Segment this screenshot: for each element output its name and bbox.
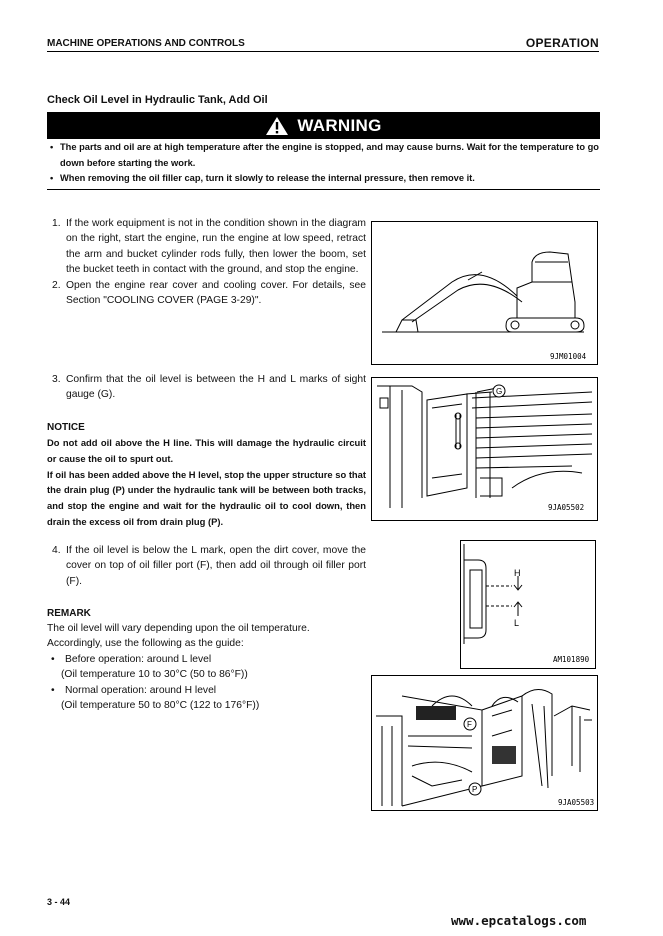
section-heading: MACHINE OPERATIONS AND CONTROLS	[47, 38, 245, 49]
remark-item-detail: (Oil temperature 50 to 80°C (122 to 176°F))	[61, 700, 260, 712]
warning-item-text: When removing the oil filler cap, turn it slowly to release the internal pressure, then remove it.	[60, 173, 475, 183]
sight-gauge-figure-code: 9JA05502	[548, 503, 585, 512]
step-text: Confirm that the oil level is between the H and L marks of sight gauge (G).	[66, 374, 366, 401]
warning-triangle-icon	[265, 116, 289, 136]
filler-port-figure-code: 9JA05503	[558, 798, 595, 807]
gauge-detail-figure-code: AM101890	[553, 655, 590, 664]
notice-text: If oil has been added above the H level, stop the upper structure so that the drain plug (P) under the hydraulic tank will be between both tracks, and stop the engine and wait for the hydraulic oil to cool down, then drain the excess oil from drain plug (P).	[47, 468, 366, 527]
warning-list	[50, 140, 602, 187]
filler-callout-p: P	[472, 785, 478, 794]
step-number: 4.	[52, 545, 61, 556]
excavator-figure	[371, 221, 598, 365]
remark-body	[47, 621, 377, 713]
remark-item-label: Before operation: around L level	[65, 653, 212, 665]
chapter-heading: OPERATION	[525, 36, 599, 50]
step-number: 2.	[52, 279, 61, 291]
step-number: 1.	[52, 218, 61, 229]
notice-text: Do not add oil above the H line. This will damage the hydraulic circuit or cause the oil to spurt out.	[47, 437, 366, 464]
page-number: 3 - 44	[47, 897, 71, 907]
warning-banner	[47, 112, 600, 139]
warning-rule	[47, 189, 600, 190]
gauge-l-label: L	[514, 618, 520, 628]
step-2	[52, 278, 366, 309]
watermark-link[interactable]: www.epcatalogs.com	[451, 913, 587, 928]
step-4	[52, 543, 366, 589]
header-rule	[47, 51, 599, 52]
remark-text: Accordingly, use the following as the guide:	[47, 638, 244, 650]
remark-text: The oil level will vary depending upon the oil temperature.	[47, 623, 310, 634]
gauge-callout-g: G	[496, 387, 503, 396]
warning-item: • The parts and oil are at high temperature after the engine is stopped, and may cause burns. Wait for the temperature to go down before starting the work.	[50, 140, 602, 171]
step-text: Open the engine rear cover and cooling cover. For details, see Section "COOLING COVER (PAGE 3-29)".	[66, 279, 366, 307]
steps-1-2	[52, 216, 366, 308]
step-3	[52, 372, 366, 403]
step-text: If the oil level is below the L mark, open the dirt cover, move the cover on top of oil filler port (F), then add oil through oil filler port (F).	[66, 545, 366, 587]
notice-body	[47, 435, 366, 530]
remark-item-label: Normal operation: around H level	[65, 684, 217, 696]
remark-heading: REMARK	[47, 608, 91, 619]
notice-heading: NOTICE	[47, 422, 85, 433]
gauge-detail-figure	[460, 540, 596, 669]
page-title: Check Oil Level in Hydraulic Tank, Add Oil	[47, 94, 268, 106]
warning-item: • When removing the oil filler cap, turn it slowly to release the internal pressure, then remove it.	[50, 171, 602, 187]
step-4-block	[52, 543, 366, 589]
remark-item: • Before operation: around L level	[47, 652, 377, 667]
warning-label: WARNING	[297, 115, 382, 135]
filler-port-figure	[371, 675, 598, 811]
excavator-figure-code: 9JM01004	[550, 352, 587, 361]
warning-item-text: The parts and oil are at high temperature after the engine is stopped, and may cause burns. Wait for the temperature to go down before starting the work.	[60, 142, 599, 168]
sight-gauge-figure	[371, 377, 598, 521]
step-number: 3.	[52, 374, 61, 385]
step-text: If the work equipment is not in the condition shown in the diagram on the right, start the engine, run the engine at low speed, retract the arm and bucket cylinder rods fully, then lower the boom, set the bucket teeth in contact with the ground, and stop the engine.	[66, 218, 366, 276]
remark-item-detail: (Oil temperature 10 to 30°C (50 to 86°F))	[61, 669, 248, 681]
filler-callout-f: F	[467, 720, 472, 729]
remark-item: • Normal operation: around H level	[47, 683, 377, 698]
step-3-block	[52, 372, 366, 403]
step-1	[52, 216, 366, 278]
gauge-h-label: H	[514, 568, 521, 578]
